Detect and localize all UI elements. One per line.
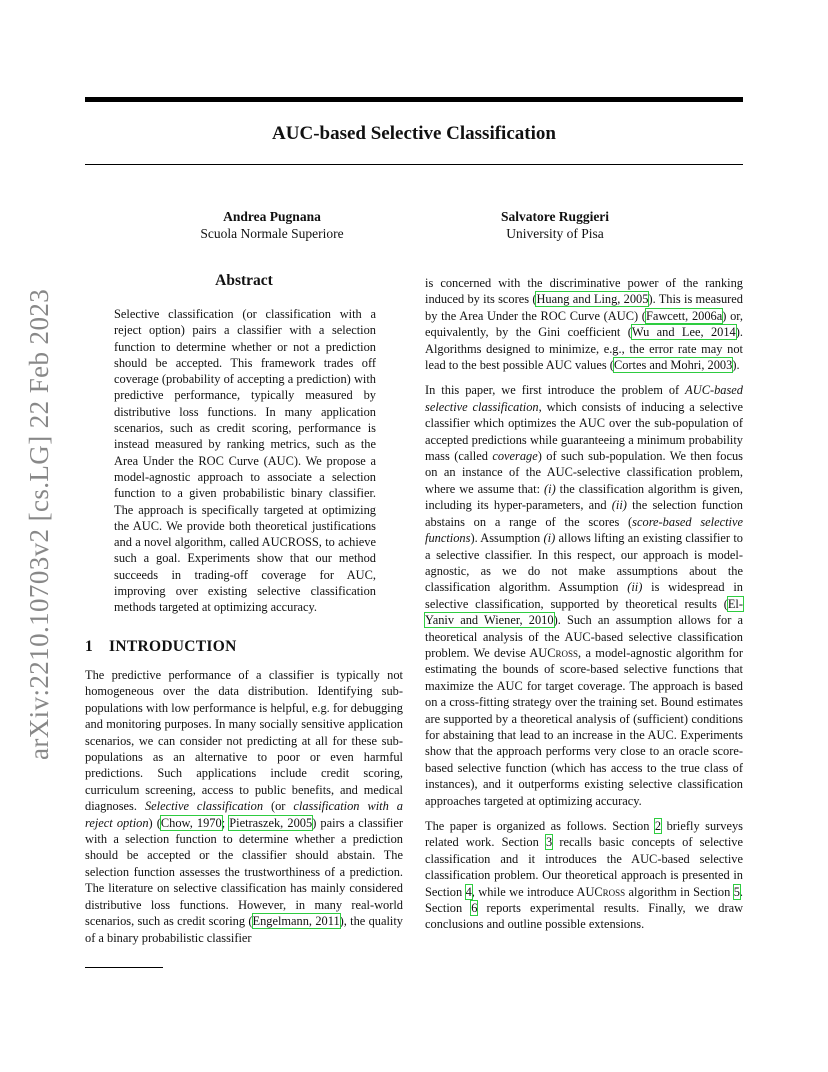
section-number: 1: [85, 638, 94, 655]
emphasis: AUC-based selective classification: [425, 383, 743, 414]
text-run: briefly surveys related work. Section: [425, 819, 743, 850]
right-column-body: [425, 275, 743, 933]
emphasis: (i): [543, 531, 556, 546]
text-run: ). This is measured by the Area Under the ROC Curve (AUC) (: [425, 292, 744, 323]
section-ref-link[interactable]: 3: [546, 835, 553, 850]
intro-paragraph-2: [425, 382, 743, 809]
text-run: ). Assumption: [470, 531, 544, 546]
text-run: ) or, equivalently, by the Gini coefficient (: [425, 308, 743, 340]
abstract-text: [114, 306, 376, 616]
section-ref-link[interactable]: 2: [654, 819, 662, 833]
text-run: is concerned with the discriminative power of the ranking induced by its scores (: [425, 276, 743, 307]
text-run: In this paper, we first introduce the problem of: [425, 383, 686, 398]
section-title: INTRODUCTION: [109, 638, 237, 655]
text-run: ).: [732, 358, 740, 373]
abstract-heading: Abstract: [215, 272, 273, 289]
text-run: . Section: [425, 884, 744, 916]
text-run: , a model-agnostic algorithm for estimating the bounds of score-based selective functions that maximize the AUC for target coverage. The approach is based on a cross-fitting strategy over the training set. Bound estimates are supported by a theoretical analysis of (sufficient) conditions for abstaining that lead to an increase in the AUC. Experiments show that the approach performs very close to an oracle score-based selective function (which has access to the true class of instances), and it outperforms existing selective classification approaches targeted at optimizing accuracy.: [425, 645, 743, 808]
text-run: ;: [221, 815, 230, 830]
citation-link[interactable]: Chow, 1970: [160, 815, 222, 830]
section-ref-link[interactable]: 4: [465, 884, 472, 899]
text-run: , which consists of inducing a selective classifier which optimizes the AUC over the sub-population of accepted predictions while guaranteeing a minimum probability mass (called: [425, 399, 744, 464]
footnote-rule: [85, 967, 163, 968]
left-column-body: [85, 667, 403, 946]
author-affiliation: University of Pisa: [506, 226, 604, 241]
arxiv-stamp-text: arXiv:2210.10703v2 [cs.LG] 22 Feb 2023: [24, 288, 54, 760]
intro-paragraph-1: [85, 667, 403, 946]
text-run: ). Algorithms designed to minimize, e.g., the error rate may not lead to the best possible AUC values (: [425, 325, 743, 373]
author-affiliation: Scuola Normale Superiore: [200, 226, 344, 241]
text-run: ), the quality of a binary probabilistic classifier: [85, 914, 403, 945]
emphasis: score-based selective functions: [425, 514, 743, 546]
text-run: ) pairs a classifier with a selection function to determine whether a prediction should be accepted or the classifier should abstain. The selection function assesses the trustworthiness of a prediction. The literature on selective classification has mainly considered distributive loss functions. However, in many real-world scenarios, such as credit scoring (: [85, 815, 403, 929]
text-run: the selection function abstains on a range of the scores (: [425, 498, 743, 529]
intro-paragraph-cont: [425, 275, 743, 373]
algorithm-name: Cross: [547, 645, 579, 660]
abstract-paragraph: Selective classification (or classification with a reject option) pairs a classifier with a selection function to determine whether or not a prediction should be accepted. This framework trades off coverage (probability of accepting a prediction) with predictive performance, typically measured by distributive loss functions. In many application scenarios, such as credit scoring, performance is instead measured by ranking metrics, such as the Area Under the ROC Curve (AUC). We propose a model-agnostic approach to associate a selection function to a given probabilistic binary classifier. The approach is specifically targeted at optimizing the AUC. We provide both theoretical justifications and a novel algorithm, called AUCROSS, to achieve such a goal. Experiments show that our method succeeds in trading-off coverage for AUC, improving over existing selective classification methods targeted at optimizing accuracy.: [114, 307, 376, 615]
section-heading: [85, 638, 237, 656]
text-run: (or: [263, 799, 294, 814]
text-run: ) of such sub-population. We then focus on an instance of the AUC-selective classification problem, where we assume that:: [425, 449, 743, 496]
emphasis: (ii): [611, 498, 627, 513]
author-block-1: [172, 208, 372, 242]
title-top-rule: [85, 97, 743, 102]
text-run: ) (: [148, 815, 161, 830]
citation-link[interactable]: Engelmann, 2011: [252, 914, 340, 929]
emphasis: (ii): [627, 580, 643, 595]
text-run: recalls basic concepts of selective classification and it introduces the AUC-based selective classification problem. Our theoretical approach is presented in Section: [425, 835, 743, 899]
text-run: , while we introduce AU: [471, 884, 595, 899]
emphasis: (i): [544, 481, 556, 496]
text-run: is widespread in selective classification, supported by theoretical results (: [425, 580, 744, 611]
algorithm-name: Cross: [594, 884, 626, 899]
citation-link[interactable]: Fawcett, 2006a: [645, 308, 723, 323]
text-run: The predictive performance of a classifier is typically not homogeneous over the data distribution. Identifying sub-populations with low performance is helpful, e.g. for debugging and monitoring purposes. In many socially sensitive application scenarios, we can consider not predicting at all for these sub-populations as an alternative to poor or even harmful predictions. Such applications include credit scoring, curriculum screening, access to public benefits, and medical diagnoses.: [85, 668, 403, 814]
text-run: allows lifting an existing classifier to a selective classifier. In this respect, our approach is model-agnostic, as we do not make assumptions about the classification algorithm. Assumption: [425, 531, 743, 595]
section-ref-link[interactable]: 5: [733, 884, 740, 899]
citation-link[interactable]: Wu and Lee, 2014: [631, 325, 736, 340]
text-run: algorithm in Section: [625, 884, 734, 899]
section-ref-link[interactable]: 6: [471, 901, 478, 916]
citation-link[interactable]: Pietraszek, 2005: [229, 815, 313, 830]
text-run: the classification algorithm is given, including its hyper-parameters, and: [425, 481, 743, 513]
paper-title: AUC-based Selective Classification: [272, 123, 556, 144]
text-run: The paper is organized as follows. Section: [425, 819, 655, 833]
emphasis: Selective classification: [144, 799, 264, 814]
citation-link[interactable]: Cortes and Mohri, 2003: [613, 358, 733, 373]
text-run: reports experimental results. Finally, we draw conclusions and outline possible extensions.: [425, 901, 744, 932]
author-block-2: [455, 208, 655, 242]
intro-paragraph-3: [425, 818, 743, 933]
title-bottom-rule: [85, 164, 743, 165]
text-run: ). Such an assumption allows for a theoretical analysis of the AUC-based selective classification problem. We devise AU: [425, 613, 744, 660]
author-name: Andrea Pugnana: [223, 209, 321, 224]
citation-link[interactable]: Huang and Ling, 2005: [536, 292, 649, 307]
citation-link[interactable]: El-Yaniv and Wiener, 2010: [425, 596, 743, 628]
author-name: Salvatore Ruggieri: [500, 209, 610, 224]
emphasis: coverage: [492, 449, 538, 464]
emphasis: classification with a reject option: [85, 799, 403, 830]
